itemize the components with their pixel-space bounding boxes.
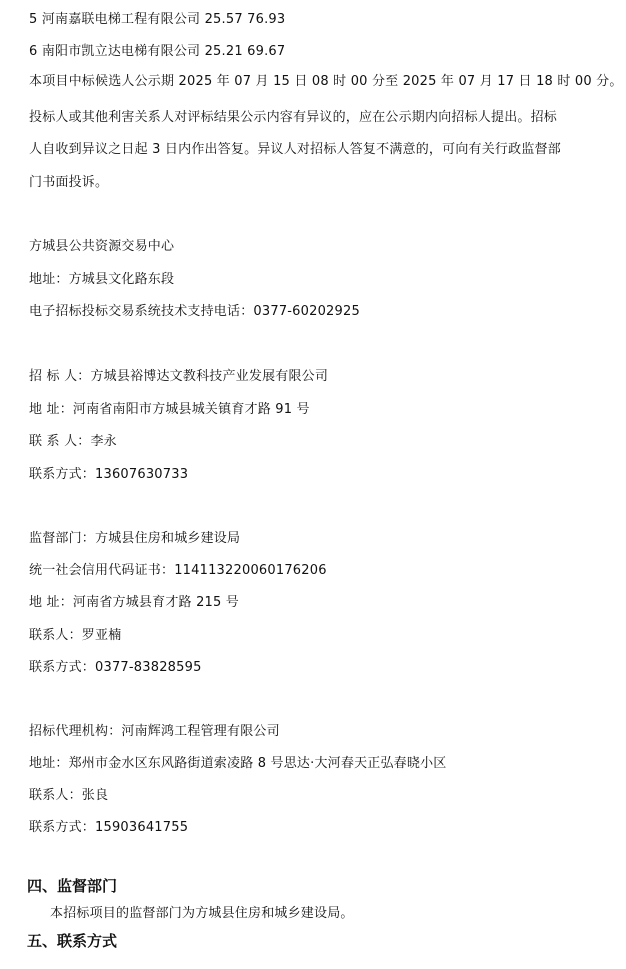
- center-phone: 电子招标投标交易系统技术支持电话：0377-60202925: [29, 304, 360, 319]
- tenderer-name: 招 标 人：方城县裕博达文教科技产业发展有限公司: [29, 369, 329, 384]
- bidder-values: 25.57 76.93: [204, 12, 286, 27]
- section-4-body: 本招标项目的监督部门为方城县住房和城乡建设局。: [50, 906, 354, 921]
- notice-line-4: 门书面投诉。: [29, 175, 109, 190]
- tenderer-address: 地 址：河南省南阳市方城县城关镇育才路 91 号: [29, 402, 310, 417]
- supervisor-name: 监督部门：方城县住房和城乡建设局: [29, 531, 241, 546]
- section-5-title: 五、联系方式: [27, 932, 118, 950]
- supervisor-phone: 联系方式：0377-83828595: [29, 660, 202, 675]
- bidder-row-6: [29, 43, 614, 60]
- supervisor-address: 地 址：河南省方城县育才路 215 号: [29, 595, 240, 610]
- tenderer-phone: 联系方式：13607630733: [29, 467, 189, 482]
- supervisor-contact: 联系人：罗亚楠: [29, 628, 122, 643]
- agency-phone: 联系方式：15903641755: [29, 820, 189, 835]
- bidder-row-5: [29, 11, 614, 28]
- bidder-rank: 5: [29, 12, 38, 27]
- agency-address: 地址：郑州市金水区东风路街道索凌路 8 号思达·大河春天正弘春晓小区: [29, 756, 447, 771]
- center-name: 方城县公共资源交易中心: [29, 239, 175, 254]
- agency-name: 招标代理机构：河南辉鸿工程管理有限公司: [29, 724, 280, 739]
- section-4-title: 四、监督部门: [27, 877, 118, 895]
- notice-line-1: 本项目中标候选人公示期 2025 年 07 月 15 日 08 时 00 分至 2025 年 07 月 17 日 18 时 00 分。: [29, 74, 623, 89]
- notice-line-3: 人自收到异议之日起 3 日内作出答复。异议人对招标人答复不满意的，可向有关行政监督部: [29, 142, 561, 157]
- bidder-name: 南阳市凯立达电梯有限公司: [41, 44, 201, 59]
- bidder-name: 河南嘉联电梯工程有限公司: [41, 12, 201, 27]
- agency-contact: 联系人：张良: [29, 788, 109, 803]
- notice-line-2: 投标人或其他利害关系人对评标结果公示内容有异议的，应在公示期内向招标人提出。招标: [29, 110, 558, 125]
- bidder-values: 25.21 69.67: [204, 44, 286, 59]
- supervisor-credit: 统一社会信用代码证书：114113220060176206: [29, 563, 327, 578]
- center-address: 地址：方城县文化路东段: [29, 272, 175, 287]
- tenderer-contact: 联 系 人：李永: [29, 434, 117, 449]
- bidder-rank: 6: [29, 44, 38, 59]
